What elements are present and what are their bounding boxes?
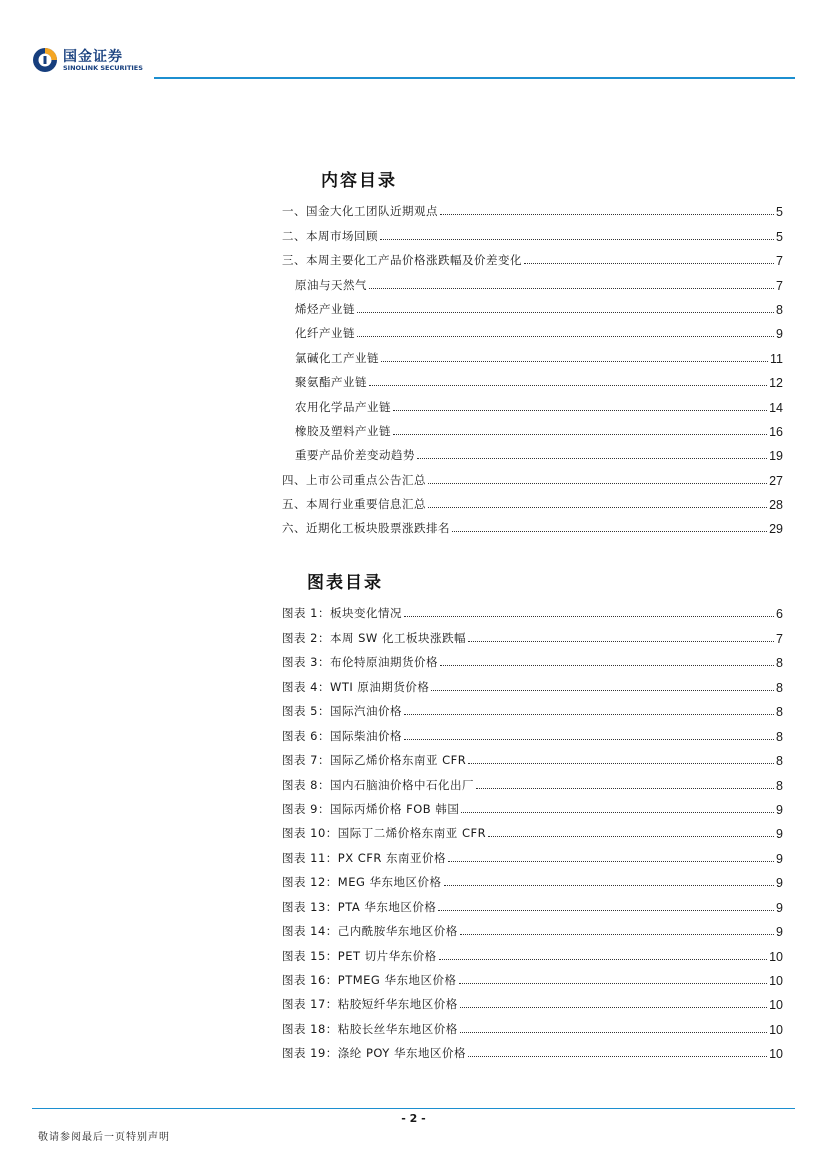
figure-entry[interactable]: [282, 841, 783, 865]
figure-entry-label: 图表 14：己内酰胺华东地区价格: [282, 924, 458, 939]
figure-entry-label: 图表 3：布伦特原油期货价格: [282, 655, 438, 670]
figure-entry-page: 9: [776, 827, 783, 842]
toc-subentry[interactable]: [282, 341, 783, 365]
figure-entry-label: 图表 7：国际乙烯价格东南亚 CFR: [282, 753, 467, 768]
logo-chinese-name: 国金证券: [63, 49, 123, 65]
figure-entry-page: 10: [769, 949, 783, 964]
figure-entry[interactable]: [282, 866, 783, 890]
toc-entry-page: 19: [769, 449, 783, 464]
toc-entry[interactable]: [282, 244, 783, 268]
toc-entry-page: 9: [776, 327, 783, 342]
figure-entry-page: 8: [776, 680, 783, 695]
figure-entry[interactable]: [282, 817, 783, 841]
toc-entry-label: 六、近期化工板块股票涨跌排名: [282, 521, 450, 536]
toc-entry-label: 化纤产业链: [295, 326, 355, 341]
toc-subentry[interactable]: [282, 415, 783, 439]
toc-entry-page: 27: [769, 473, 783, 488]
figure-entry-label: 图表 19：涤纶 POY 华东地区价格: [282, 1046, 466, 1061]
toc-entry-label: 三、本周主要化工产品价格涨跌幅及价差变化: [282, 253, 522, 268]
figure-entry-label: 图表 8：国内石脑油价格中石化出厂: [282, 777, 474, 792]
toc-entry-label: 重要产品价差变动趋势: [295, 448, 415, 463]
figure-entry-page: 9: [776, 900, 783, 915]
toc-subentry[interactable]: [282, 317, 783, 341]
toc-entry-page: 16: [769, 424, 783, 439]
figure-entry[interactable]: [282, 1037, 783, 1061]
figure-entry[interactable]: [282, 621, 783, 645]
toc-entry-label: 五、本周行业重要信息汇总: [282, 497, 426, 512]
figure-entry[interactable]: [282, 646, 783, 670]
figure-entry[interactable]: [282, 719, 783, 743]
figure-entry[interactable]: [282, 1012, 783, 1036]
figure-entry[interactable]: [282, 890, 783, 914]
figure-entry[interactable]: [282, 744, 783, 768]
figure-entry-page: 8: [776, 754, 783, 769]
toc-subentry[interactable]: [282, 293, 783, 317]
figure-entry-label: 图表 1：板块变化情况: [282, 606, 402, 621]
toc-entry-page: 8: [776, 302, 783, 317]
toc-entry-label: 橡胶及塑料产业链: [295, 423, 391, 438]
figure-entry-page: 8: [776, 778, 783, 793]
toc-entry-page: 7: [776, 254, 783, 269]
figure-entry-page: 10: [769, 1047, 783, 1062]
figure-entry-page: 6: [776, 607, 783, 622]
figure-entry[interactable]: [282, 939, 783, 963]
toc-entry-page: 28: [769, 498, 783, 513]
toc-entry[interactable]: [282, 219, 783, 243]
toc-entry[interactable]: [282, 488, 783, 512]
figure-entry-label: 图表 12：MEG 华东地区价格: [282, 875, 442, 890]
toc-subentry[interactable]: [282, 439, 783, 463]
toc-entry[interactable]: [282, 195, 783, 219]
figure-entry[interactable]: [282, 695, 783, 719]
toc-entry-label: 烯烃产业链: [295, 301, 355, 316]
figure-entry-label: 图表 11：PX CFR 东南亚价格: [282, 850, 447, 865]
figure-entry-label: 图表 16：PTMEG 华东地区价格: [282, 973, 457, 987]
toc-entry-page: 29: [769, 522, 783, 537]
figure-entry-label: 图表 2：本周 SW 化工板块涨跌幅: [282, 630, 466, 645]
toc-subentry[interactable]: [282, 268, 783, 292]
figures-list: [282, 597, 783, 1061]
figure-entry-label: 图表 18：粘胶长丝华东地区价格: [282, 1021, 458, 1036]
figure-entry-page: 8: [776, 705, 783, 720]
toc-entry[interactable]: [282, 463, 783, 487]
toc-subentry[interactable]: [282, 366, 783, 390]
toc-entry-label: 一、国金大化工团队近期观点: [282, 204, 438, 219]
toc-entry-page: 7: [776, 278, 783, 293]
figure-entry-label: 图表 15：PET 切片华东价格: [282, 948, 437, 963]
figure-entry-page: 9: [776, 802, 783, 817]
toc-entry-page: 14: [769, 400, 783, 415]
page-header: [32, 44, 795, 80]
toc-entry-label: 二、本周市场回顾: [282, 228, 378, 243]
figure-entry-page: 9: [776, 851, 783, 866]
toc-entry-page: 5: [776, 229, 783, 244]
toc-entry-page: 12: [769, 376, 783, 391]
figure-entry[interactable]: [282, 915, 783, 939]
figure-entry-page: 9: [776, 876, 783, 891]
logo-english-name: SINOLINK SECURITIES: [63, 64, 143, 72]
toc-title: 内容目录: [321, 171, 397, 191]
page-number: - 2 -: [401, 1112, 426, 1125]
figure-entry-label: 图表 6：国际柴油价格: [282, 728, 402, 743]
sinolink-logo-icon: [32, 47, 58, 73]
figure-entry[interactable]: [282, 988, 783, 1012]
toc-entry-page: 11: [770, 351, 783, 366]
toc-entry-label: 氯碱化工产业链: [295, 350, 379, 365]
toc-entry-page: 5: [776, 205, 783, 220]
figure-entry-label: 图表 5：国际汽油价格: [282, 704, 402, 719]
toc-entry-label: 四、上市公司重点公告汇总: [282, 472, 426, 487]
figure-entry-page: 10: [769, 1022, 783, 1037]
toc-entry-label: 原油与天然气: [295, 277, 367, 292]
footer-rule: [32, 1108, 795, 1109]
figure-entry[interactable]: [282, 670, 783, 694]
figure-entry-page: 8: [776, 656, 783, 671]
toc-list: [282, 195, 783, 536]
figure-entry-page: 10: [769, 974, 783, 988]
figures-title: 图表目录: [307, 573, 383, 593]
figure-entry-page: 10: [769, 998, 783, 1013]
footer-disclaimer: 敬请参阅最后一页特别声明: [38, 1132, 170, 1143]
toc-subentry[interactable]: [282, 390, 783, 414]
toc-entry[interactable]: [282, 512, 783, 536]
figure-entry-label: 图表 13：PTA 华东地区价格: [282, 899, 437, 914]
figure-entry-page: 7: [776, 631, 783, 646]
figure-entry[interactable]: [282, 768, 783, 792]
figure-entry-page: 8: [776, 729, 783, 744]
figure-entry[interactable]: [282, 793, 783, 817]
toc-entry-label: 聚氨酯产业链: [295, 375, 367, 390]
figure-entry-label: 图表 10：国际丁二烯价格东南亚 CFR: [282, 826, 487, 841]
figure-entry-label: 图表 9：国际丙烯价格 FOB 韩国: [282, 801, 460, 816]
figure-entry-label: 图表 17：粘胶短纤华东地区价格: [282, 997, 458, 1012]
figure-entry[interactable]: [282, 964, 783, 988]
toc-entry-label: 农用化学品产业链: [295, 399, 391, 414]
figure-entry[interactable]: [282, 597, 783, 621]
figure-entry-label: 图表 4：WTI 原油期货价格: [282, 679, 430, 694]
figure-entry-page: 9: [776, 925, 783, 940]
